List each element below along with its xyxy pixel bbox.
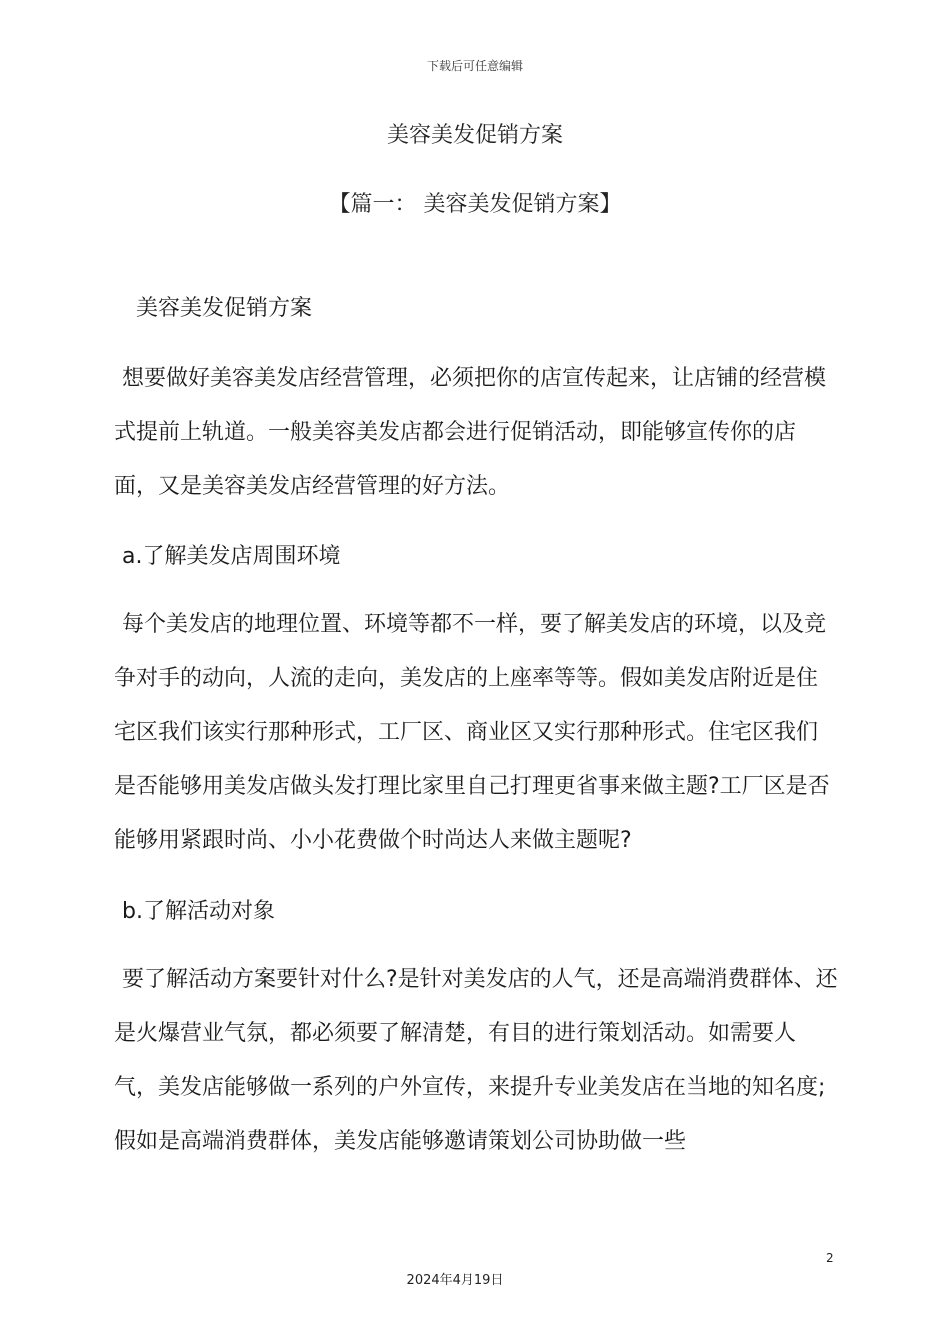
paragraph-a: 每个美发店的地理位置、环境等都不一样，要了解美发店的环境，以及竞争对手的动向，人流的走向，美发店的上座率等等。假如美发店附近是住宅区我们该实行那种形式，工厂区、商业区又实行那种形式。住宅区我们是否能够用美发店做头发打理比家里自己打理更省事来做主题?工厂区是否能够用紧跟时尚、小小花费做个时尚达人来做主题呢? — [114, 612, 830, 853]
heading-b-block — [114, 897, 838, 927]
paragraph-b: 要了解活动方案要针对什么?是针对美发店的人气，还是高端消费群体、还是火爆营业气氛，都必须要了解清楚，有目的进行策划活动。如需要人气，美发店能够做一系列的户外宣传，来提升专业美发店在当地的知名度;假如是高端消费群体，美发店能够邀请策划公司协助做一些 — [114, 967, 838, 1154]
footer-date: 2024年4月19日 — [406, 1273, 504, 1288]
para-a-block — [114, 598, 838, 868]
para-b-block — [114, 953, 838, 1169]
section-title: 【篇一： 美容美发促销方案】 — [328, 192, 622, 217]
header-note: 下载后可任意编辑 — [426, 59, 523, 73]
heading-a: a.了解美发店周围环境 — [122, 544, 341, 569]
intro-paragraph: 想要做好美容美发店经营管理，必须把你的店宣传起来，让店铺的经营模式提前上轨道。一般美容美发店都会进行促销活动，即能够宣传你的店面，又是美容美发店经营管理的好方法。 — [114, 366, 827, 499]
heading-b: b.了解活动对象 — [122, 899, 275, 924]
subtitle-block — [136, 294, 860, 324]
document-title: 美容美发促销方案 — [386, 123, 563, 148]
subtitle: 美容美发促销方案 — [136, 296, 313, 321]
heading-a-block — [114, 542, 838, 572]
intro-block — [114, 352, 838, 514]
page-number: 2 — [826, 1251, 834, 1265]
